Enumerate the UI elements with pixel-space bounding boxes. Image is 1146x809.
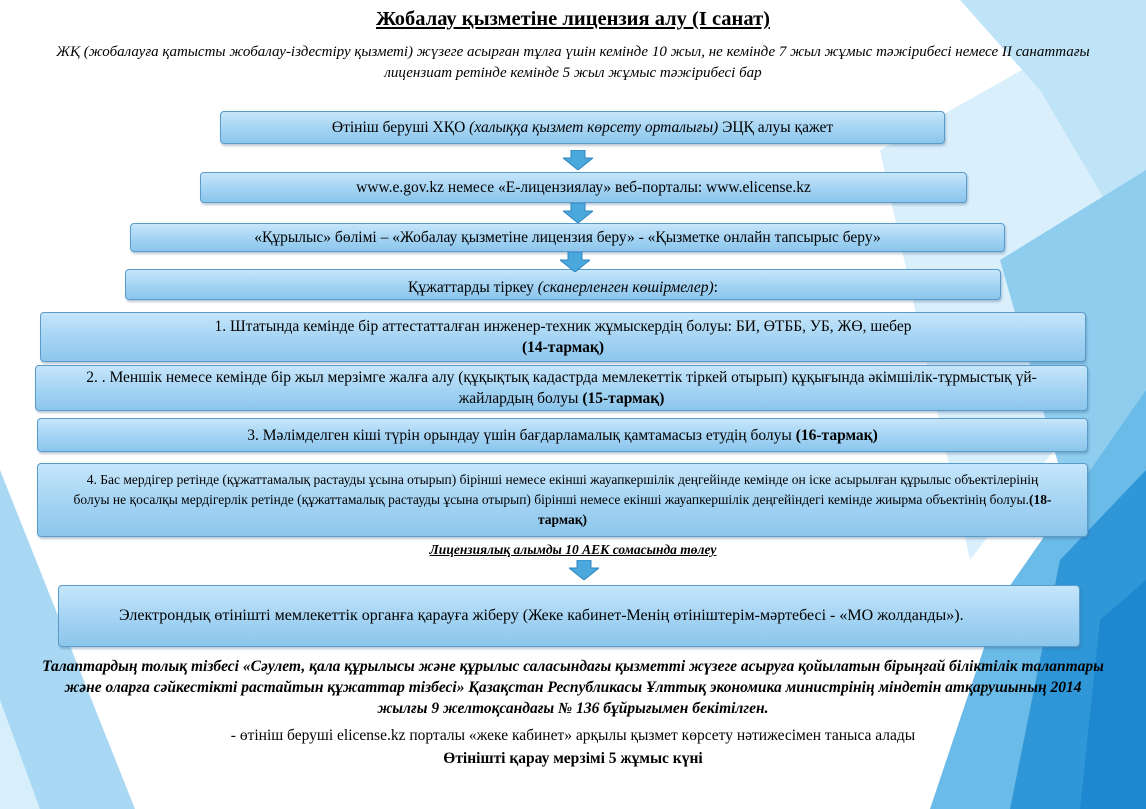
review-term: Өтінішті қарау мерзімі 5 жұмыс күні	[443, 750, 703, 767]
step-1-text: Өтініш беруші ХҚО	[331, 119, 470, 136]
step-section	[130, 223, 1005, 252]
result-note: - өтініш беруші elicense.kz порталы «жеке кабинет» арқылы қызмет көрсету нәтижесімен таныса алады	[230, 727, 916, 744]
requirement-4	[37, 463, 1088, 537]
step-4-italic: (сканерленген көшірмелер)	[537, 279, 714, 296]
step-portal	[200, 172, 967, 203]
page-subtitle: ЖҚ (жобалауға қатысты жобалау-іздестіру қызметі) жүзеге асырған тұлға үшін кемінде 10 жыл, не кемінде 7 жыл жұмыс тәжірибесі немесе ІІ санаттағы лицензиат ретінде кемінде 5 жыл жұмыс тәжірибесі бар	[56, 44, 1090, 81]
down-arrow-icon	[560, 252, 590, 272]
step-obtain-eds	[220, 111, 945, 144]
requirement-3	[37, 418, 1088, 452]
requirement-3-ref: (16-тармақ)	[795, 426, 878, 444]
step-register-documents	[125, 269, 1001, 300]
step-2-text: www.e.gov.kz немесе «Е-лицензиялау» веб-порталы: www.elicense.kz	[356, 179, 811, 196]
step-1-italic: (халыққа қызмет көрсету орталығы)	[469, 119, 719, 136]
step-submit-application	[58, 585, 1080, 647]
page-title: Жобалау қызметіне лицензия алу (І санат)	[376, 8, 770, 30]
requirement-2-ref: (15-тармақ)	[582, 390, 665, 407]
step-1-rest: ЭЦҚ алуы қажет	[718, 119, 834, 136]
requirement-2-text: 2. . Меншік немесе кемінде бір жыл мерзімге жалға алу (құқықтық кадастрда мемлекеттік тіркей отырып) құқығында әкімшілік-тұрмыстық үй-жайлардың болуы	[86, 369, 1037, 407]
requirements-reference-note: Талаптардың толық тізбесі «Сәулет, қала құрылысы және құрылыс саласындағы қызметті жүзеге асыруға қойылатын бірыңғай біліктілік талаптары және оларға сәйкестікті растайтын құжаттар тізбесі» Қазақстан Республикасы Ұлттық экономика министрінің міндетін атқарушының 2014 жылғы 9 желтоқсандағы № 136 бұйрығымен бекітілген.	[42, 658, 1104, 717]
requirement-1-text: 1. Штатында кемінде бір аттестатталған инженер-техник жұмыскердің болуы: БИ, ӨТББ, УБ, ЖӨ, шебер	[214, 318, 912, 335]
step-submit-text: Электрондық өтінішті мемлекеттік органға қарауға жіберу (Жеке кабинет-Менің өтініштерім-мәртебесі - «МО жолданды»).	[119, 607, 964, 624]
requirement-1	[40, 312, 1086, 362]
license-fee-note: Лицензиялық алымды 10 АЕК сомасында төлеу	[429, 542, 717, 557]
step-4-text: Құжаттарды тіркеу	[408, 279, 538, 296]
down-arrow-icon	[569, 560, 599, 580]
requirement-4-ref: (18-тармақ)	[538, 492, 1052, 527]
down-arrow-icon	[563, 203, 593, 223]
down-arrow-icon	[563, 150, 593, 170]
requirement-2	[35, 365, 1088, 411]
step-3-text: «Құрылыс» бөлімі – «Жобалау қызметіне лицензия беру» - «Қызметке онлайн тапсырыс беру»	[254, 229, 881, 246]
step-4-rest: :	[713, 279, 718, 296]
requirement-4-text: 4. Бас мердігер ретінде (құжаттамалық растауды ұсына отырып) бірінші немесе екінші жауапкершілік деңгейінде кемінде он іске асырылған құрылыс объектілерінің болуы не қосалқы мердігерлік ретінде (құжаттамалық растауды ұсына отырып) бірінші немесе екінші жауапкершілік деңгейіндегі кемінде жиырма объектінің болуы.	[73, 472, 1039, 507]
requirement-1-ref: (14-тармақ)	[521, 339, 605, 356]
requirement-3-text: 3. Мәлімделген кіші түрін орындау үшін бағдарламалық қамтамасыз етудің болуы	[247, 426, 792, 444]
